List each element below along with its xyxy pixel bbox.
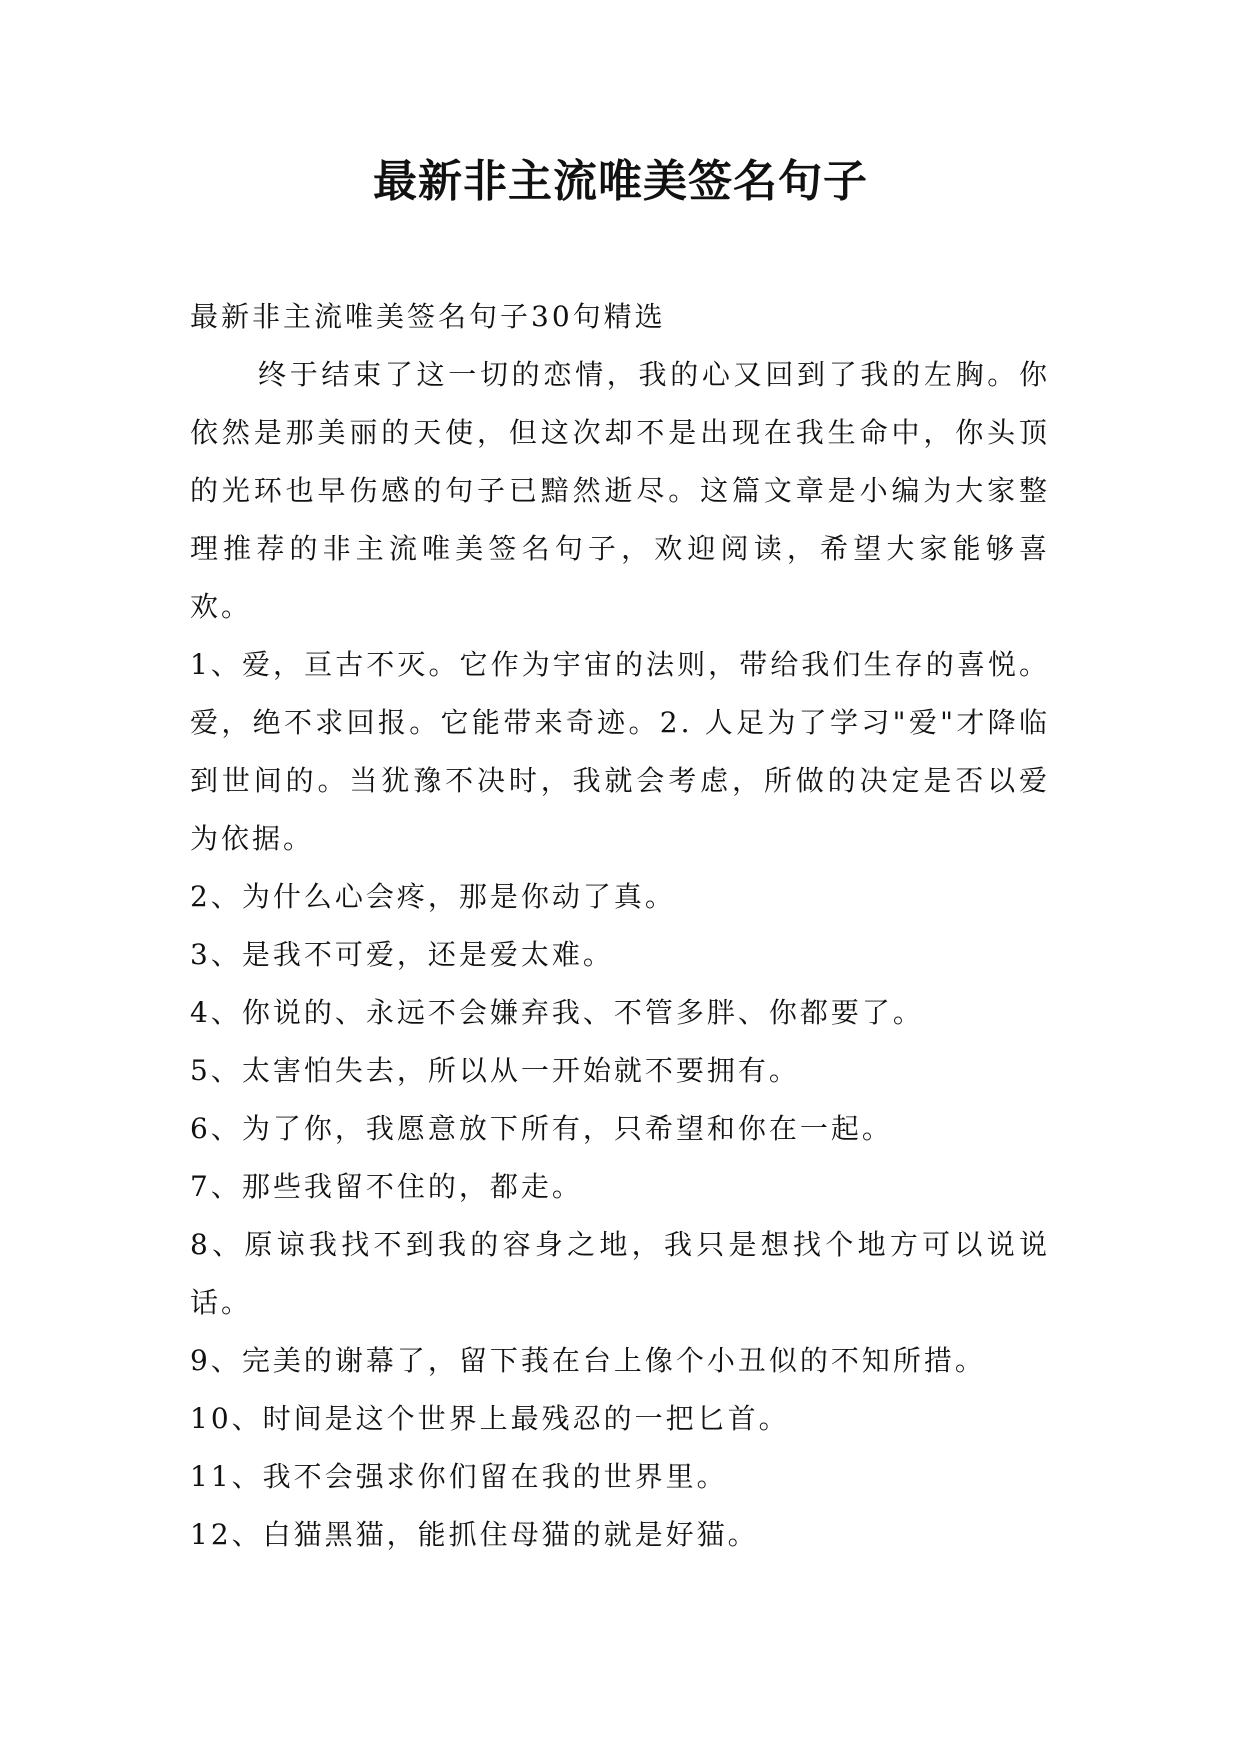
list-item: 9、完美的谢幕了，留下莪在台上像个小丑似的不知所措。 xyxy=(190,1344,986,1377)
document-body xyxy=(190,288,1050,1564)
list-item: 2、为什么心会疼，那是你动了真。 xyxy=(190,880,676,913)
subtitle-line: 最新非主流唯美签名句子30句精选 xyxy=(190,300,666,333)
list-item: 5、太害怕失去，所以从一开始就不要拥有。 xyxy=(190,1054,800,1087)
list-item: 10、时间是这个世界上最残忍的一把匕首。 xyxy=(190,1402,790,1435)
list-item: 4、你说的、永远不会嫌弃我、不管多胖、你都要了。 xyxy=(190,996,924,1029)
list-item: 12、白猫黑猫，能抓住母猫的就是好猫。 xyxy=(190,1518,759,1551)
list-item: 11、我不会强求你们留在我的世界里。 xyxy=(190,1460,728,1493)
list-item: 6、为了你，我愿意放下所有，只希望和你在一起。 xyxy=(190,1112,893,1145)
list-item: 3、是我不可爱，还是爱太难。 xyxy=(190,938,614,971)
intro-paragraph: 终于结束了这一切的恋情，我的心又回到了我的左胸。你依然是那美丽的天使，但这次却不是出现在我生命中，你头顶的光环也早伤感的句子已黯然逝尽。这篇文章是小编为大家整理推荐的非主流唯美签名句子，欢迎阅读，希望大家能够喜欢。 xyxy=(190,358,1050,623)
document-title: 最新非主流唯美签名句子 xyxy=(373,156,868,207)
list-item: 8、原谅我找不到我的容身之地，我只是想找个地方可以说说话。 xyxy=(190,1228,1050,1319)
list-item: 7、那些我留不住的，都走。 xyxy=(190,1170,583,1203)
list-item: 1、爱，亘古不灭。它作为宇宙的法则，带给我们生存的喜悦。爱，绝不求回报。它能带来奇迹。2. 人足为了学习"爱"才降临到世间的。当犹豫不决时，我就会考虑，所做的决定是否以爱为依据。 xyxy=(190,648,1050,855)
